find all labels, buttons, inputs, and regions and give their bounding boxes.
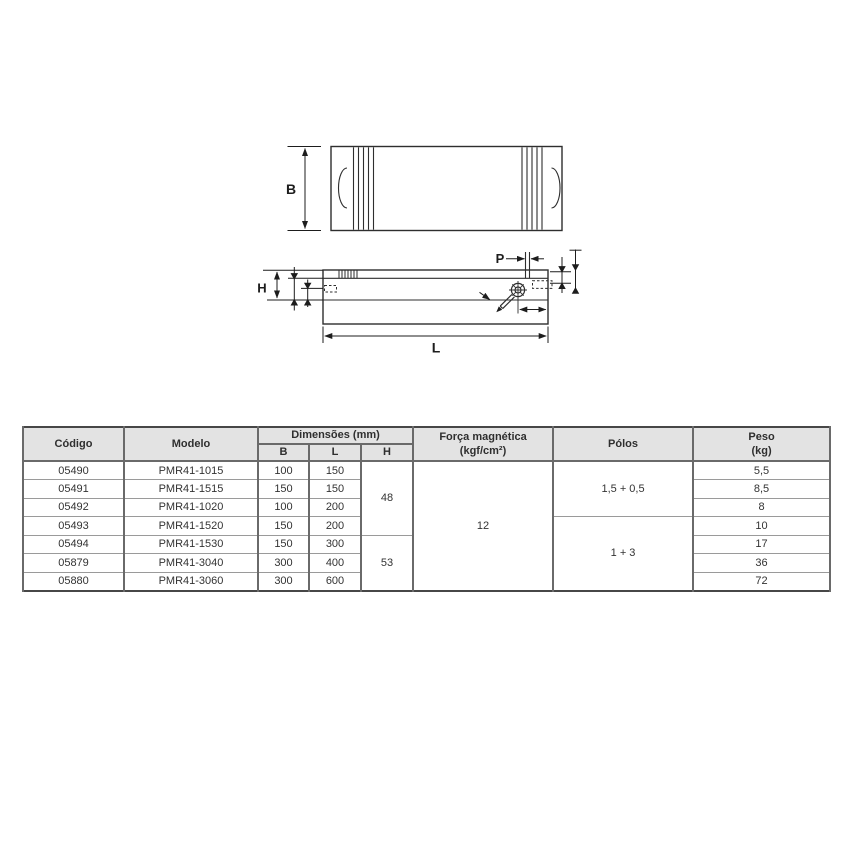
top-view <box>331 147 562 231</box>
dimension-l-label: L <box>431 339 441 356</box>
dimension-p-label: P <box>495 251 505 266</box>
cell-l: 300 <box>309 535 361 554</box>
dimension-h-label: H <box>257 280 267 296</box>
pole-band-left <box>354 147 374 229</box>
thickness-marks-right <box>550 250 582 294</box>
table-header <box>23 427 830 461</box>
lever-leader-arrow <box>480 292 490 299</box>
hidden-slot-right <box>533 281 553 289</box>
dimension-h <box>257 267 323 311</box>
grip-notch-right <box>552 168 561 208</box>
technical-drawing <box>0 0 850 420</box>
cell-b: 150 <box>258 480 309 499</box>
cell-h-group: 53 <box>361 535 413 591</box>
header-forca-line2: (kgf/cm²) <box>459 445 507 457</box>
cell-modelo: PMR41-3040 <box>124 554 258 573</box>
spec-table-wrap <box>22 426 829 592</box>
cell-forca: 12 <box>413 461 553 591</box>
cell-codigo: 05494 <box>23 535 124 554</box>
header-dimensoes: Dimensões (mm) <box>258 427 413 444</box>
cell-codigo: 05880 <box>23 572 124 591</box>
cell-codigo: 05490 <box>23 461 124 480</box>
header-peso-line1: Peso <box>748 430 775 443</box>
header-forca-line1: Força magnética <box>439 430 527 443</box>
cell-l: 150 <box>309 480 361 499</box>
table-row <box>23 461 830 480</box>
pole-band-right <box>522 147 542 229</box>
cell-modelo: PMR41-1530 <box>124 535 258 554</box>
cell-b: 100 <box>258 498 309 517</box>
cell-codigo: 05491 <box>23 480 124 499</box>
cell-codigo: 05493 <box>23 517 124 536</box>
cell-peso: 8,5 <box>693 480 830 499</box>
header-row-1 <box>23 427 830 444</box>
cell-peso: 8 <box>693 498 830 517</box>
cell-b: 300 <box>258 554 309 573</box>
cell-modelo: PMR41-3060 <box>124 572 258 591</box>
cell-modelo: PMR41-1020 <box>124 498 258 517</box>
cell-b: 100 <box>258 461 309 480</box>
cell-modelo: PMR41-1520 <box>124 517 258 536</box>
cell-modelo: PMR41-1015 <box>124 461 258 480</box>
cell-polos-group: 1 + 3 <box>553 517 693 591</box>
cell-codigo: 05879 <box>23 554 124 573</box>
cell-l: 150 <box>309 461 361 480</box>
dimension-b <box>286 147 321 231</box>
cell-peso: 10 <box>693 517 830 536</box>
spec-table <box>22 426 831 592</box>
cell-b: 150 <box>258 517 309 536</box>
grip-notch-left <box>339 168 348 208</box>
lever-hub-cross <box>509 281 527 314</box>
hatch-block <box>339 271 357 279</box>
cell-codigo: 05492 <box>23 498 124 517</box>
cell-peso: 36 <box>693 554 830 573</box>
dimension-b-label: B <box>285 181 297 197</box>
cell-l: 200 <box>309 517 361 536</box>
header-forca <box>413 427 553 461</box>
cell-l: 600 <box>309 572 361 591</box>
header-codigo: Código <box>23 427 124 461</box>
cell-l: 400 <box>309 554 361 573</box>
cell-h-group: 48 <box>361 461 413 535</box>
cell-peso: 72 <box>693 572 830 591</box>
cell-b: 150 <box>258 535 309 554</box>
header-peso-line2: (kg) <box>751 445 772 457</box>
table-body <box>23 461 830 591</box>
cell-b: 300 <box>258 572 309 591</box>
header-peso <box>693 427 830 461</box>
header-polos: Pólos <box>553 427 693 461</box>
header-modelo: Modelo <box>124 427 258 461</box>
cell-l: 200 <box>309 498 361 517</box>
header-dim-l: L <box>309 444 361 461</box>
lever-handle <box>496 294 514 312</box>
cell-modelo: PMR41-1515 <box>124 480 258 499</box>
lever <box>480 281 546 314</box>
pole-pin <box>526 252 530 278</box>
cell-peso: 5,5 <box>693 461 830 480</box>
dimension-p <box>496 251 544 266</box>
header-dim-b: B <box>258 444 309 461</box>
hidden-slot-left <box>325 286 337 293</box>
cell-polos-group: 1,5 + 0,5 <box>553 461 693 517</box>
cell-peso: 17 <box>693 535 830 554</box>
header-dim-h: H <box>361 444 413 461</box>
dimension-l <box>323 327 548 356</box>
